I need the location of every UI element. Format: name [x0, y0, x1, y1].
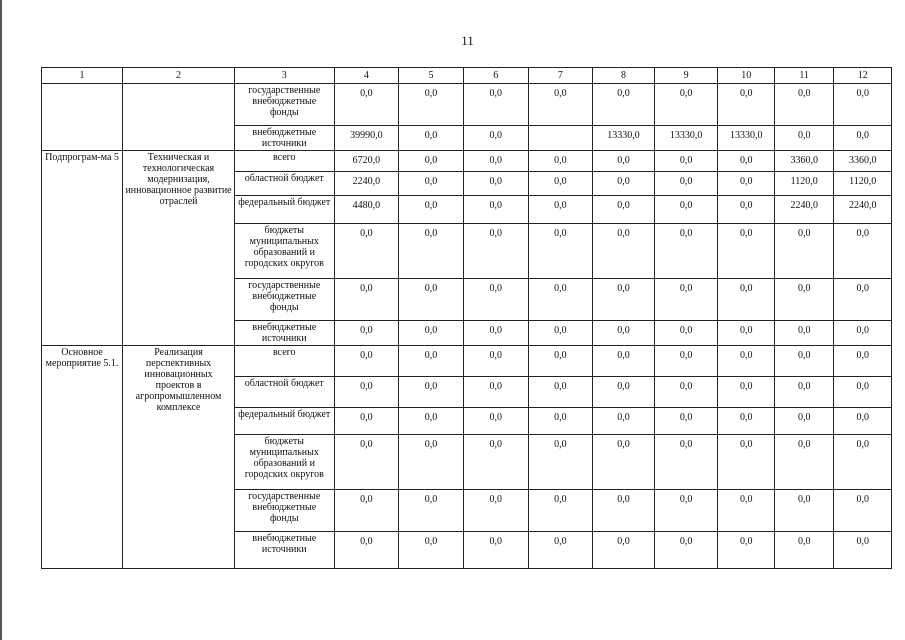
- amount-cell: 0,0: [593, 377, 655, 408]
- amount-cell: 0,0: [718, 84, 774, 126]
- budget-table: [41, 67, 892, 569]
- column-number-header: 8: [593, 68, 655, 84]
- column-number-header: 6: [463, 68, 528, 84]
- amount-cell: 0,0: [399, 279, 464, 321]
- amount-cell: 0,0: [834, 377, 892, 408]
- amount-cell: 0,0: [718, 196, 774, 224]
- program-name-cell: [42, 84, 123, 151]
- amount-cell: 0,0: [399, 84, 464, 126]
- table-row: [42, 151, 892, 172]
- amount-cell: 2240,0: [834, 196, 892, 224]
- amount-cell: 0,0: [334, 377, 399, 408]
- amount-cell: 0,0: [834, 224, 892, 279]
- amount-cell: 0,0: [399, 321, 464, 346]
- funding-source-cell: государственные внебюджетные фонды: [234, 84, 334, 126]
- funding-source-cell: бюджеты муниципальных образований и городских округов: [234, 435, 334, 490]
- amount-cell: 0,0: [463, 346, 528, 377]
- amount-cell: 0,0: [463, 196, 528, 224]
- program-name-cell: Основное мероприятие 5.1.: [42, 346, 123, 569]
- amount-cell: 0,0: [528, 408, 593, 435]
- amount-cell: 0,0: [399, 224, 464, 279]
- amount-cell: 0,0: [399, 346, 464, 377]
- amount-cell: [528, 126, 593, 151]
- amount-cell: 0,0: [334, 408, 399, 435]
- funding-source-cell: всего: [234, 151, 334, 172]
- amount-cell: 0,0: [654, 408, 718, 435]
- amount-cell: 0,0: [774, 532, 834, 569]
- amount-cell: 0,0: [654, 172, 718, 196]
- amount-cell: 0,0: [399, 532, 464, 569]
- amount-cell: 4480,0: [334, 196, 399, 224]
- amount-cell: 2240,0: [334, 172, 399, 196]
- amount-cell: 0,0: [834, 408, 892, 435]
- budget-table-body: [42, 68, 892, 569]
- amount-cell: 0,0: [399, 172, 464, 196]
- funding-source-cell: внебюджетные источники: [234, 532, 334, 569]
- amount-cell: 0,0: [654, 377, 718, 408]
- amount-cell: 0,0: [834, 279, 892, 321]
- amount-cell: 0,0: [528, 84, 593, 126]
- amount-cell: 0,0: [399, 490, 464, 532]
- column-number-header: 4: [334, 68, 399, 84]
- amount-cell: 0,0: [718, 279, 774, 321]
- amount-cell: 0,0: [463, 172, 528, 196]
- amount-cell: 0,0: [463, 126, 528, 151]
- amount-cell: 0,0: [463, 490, 528, 532]
- funding-source-cell: федеральный бюджет: [234, 408, 334, 435]
- amount-cell: 0,0: [463, 151, 528, 172]
- amount-cell: 0,0: [654, 279, 718, 321]
- amount-cell: 0,0: [528, 532, 593, 569]
- amount-cell: 0,0: [654, 532, 718, 569]
- amount-cell: 0,0: [774, 321, 834, 346]
- column-number-header: 9: [654, 68, 718, 84]
- amount-cell: 0,0: [654, 196, 718, 224]
- amount-cell: 0,0: [463, 377, 528, 408]
- amount-cell: 0,0: [834, 532, 892, 569]
- funding-source-cell: федеральный бюджет: [234, 196, 334, 224]
- amount-cell: 0,0: [593, 346, 655, 377]
- amount-cell: 0,0: [654, 84, 718, 126]
- funding-source-cell: государственные внебюджетные фонды: [234, 279, 334, 321]
- funding-source-cell: всего: [234, 346, 334, 377]
- funding-source-cell: внебюджетные источники: [234, 321, 334, 346]
- amount-cell: 13330,0: [593, 126, 655, 151]
- amount-cell: 0,0: [399, 408, 464, 435]
- amount-cell: 0,0: [834, 435, 892, 490]
- funding-source-cell: государственные внебюджетные фонды: [234, 490, 334, 532]
- program-description-cell: Реализация перспективных инновационных проектов в агропромышленном комплексе: [123, 346, 235, 569]
- amount-cell: 0,0: [463, 321, 528, 346]
- column-number-header: 1: [42, 68, 123, 84]
- funding-source-cell: областной бюджет: [234, 377, 334, 408]
- amount-cell: 0,0: [593, 408, 655, 435]
- amount-cell: 0,0: [593, 532, 655, 569]
- amount-cell: 0,0: [528, 321, 593, 346]
- column-number-header: 10: [718, 68, 774, 84]
- amount-cell: 6720,0: [334, 151, 399, 172]
- amount-cell: 0,0: [834, 346, 892, 377]
- table-row: [42, 84, 892, 126]
- amount-cell: 2240,0: [774, 196, 834, 224]
- amount-cell: 0,0: [593, 490, 655, 532]
- amount-cell: 0,0: [654, 490, 718, 532]
- amount-cell: 13330,0: [718, 126, 774, 151]
- program-description-cell: Техническая и технологическая модернизация, инновационное развитие отраслей: [123, 151, 235, 346]
- amount-cell: 0,0: [718, 321, 774, 346]
- amount-cell: 3360,0: [834, 151, 892, 172]
- amount-cell: 0,0: [528, 435, 593, 490]
- amount-cell: 0,0: [774, 279, 834, 321]
- amount-cell: 0,0: [654, 151, 718, 172]
- column-number-header: 7: [528, 68, 593, 84]
- amount-cell: 0,0: [463, 224, 528, 279]
- amount-cell: 0,0: [399, 126, 464, 151]
- amount-cell: 0,0: [718, 377, 774, 408]
- amount-cell: 0,0: [593, 84, 655, 126]
- amount-cell: 0,0: [834, 126, 892, 151]
- amount-cell: 0,0: [463, 84, 528, 126]
- amount-cell: 0,0: [399, 435, 464, 490]
- amount-cell: 0,0: [593, 224, 655, 279]
- column-number-header: 12: [834, 68, 892, 84]
- amount-cell: 0,0: [774, 84, 834, 126]
- amount-cell: 0,0: [463, 279, 528, 321]
- amount-cell: 0,0: [334, 84, 399, 126]
- program-description-cell: [123, 84, 235, 151]
- amount-cell: 0,0: [718, 532, 774, 569]
- amount-cell: 0,0: [528, 346, 593, 377]
- amount-cell: 0,0: [774, 224, 834, 279]
- amount-cell: 0,0: [399, 151, 464, 172]
- amount-cell: 0,0: [528, 172, 593, 196]
- amount-cell: 0,0: [718, 408, 774, 435]
- amount-cell: 0,0: [774, 408, 834, 435]
- amount-cell: 0,0: [834, 84, 892, 126]
- scan-edge-line: [0, 0, 2, 640]
- amount-cell: 0,0: [334, 321, 399, 346]
- amount-cell: 1120,0: [834, 172, 892, 196]
- table-row: [42, 346, 892, 377]
- funding-source-cell: областной бюджет: [234, 172, 334, 196]
- page-number: 11: [461, 33, 474, 48]
- amount-cell: 0,0: [528, 224, 593, 279]
- amount-cell: 0,0: [593, 196, 655, 224]
- table-header-row: [42, 68, 892, 84]
- amount-cell: 0,0: [334, 279, 399, 321]
- amount-cell: 0,0: [593, 151, 655, 172]
- amount-cell: 0,0: [718, 151, 774, 172]
- amount-cell: 0,0: [528, 490, 593, 532]
- amount-cell: 0,0: [593, 321, 655, 346]
- amount-cell: 0,0: [718, 224, 774, 279]
- amount-cell: 0,0: [334, 224, 399, 279]
- amount-cell: 0,0: [718, 435, 774, 490]
- amount-cell: 0,0: [334, 490, 399, 532]
- amount-cell: 0,0: [774, 346, 834, 377]
- column-number-header: 11: [774, 68, 834, 84]
- amount-cell: 0,0: [774, 490, 834, 532]
- amount-cell: 0,0: [528, 279, 593, 321]
- amount-cell: 0,0: [528, 151, 593, 172]
- amount-cell: 0,0: [399, 196, 464, 224]
- amount-cell: 0,0: [399, 377, 464, 408]
- amount-cell: 0,0: [593, 435, 655, 490]
- amount-cell: 0,0: [334, 532, 399, 569]
- amount-cell: 0,0: [463, 435, 528, 490]
- column-number-header: 3: [234, 68, 334, 84]
- amount-cell: 0,0: [774, 435, 834, 490]
- amount-cell: 0,0: [718, 172, 774, 196]
- amount-cell: 0,0: [334, 435, 399, 490]
- amount-cell: 0,0: [718, 346, 774, 377]
- amount-cell: 0,0: [463, 408, 528, 435]
- amount-cell: 39990,0: [334, 126, 399, 151]
- amount-cell: 0,0: [528, 196, 593, 224]
- column-number-header: 5: [399, 68, 464, 84]
- amount-cell: 0,0: [654, 346, 718, 377]
- amount-cell: 1120,0: [774, 172, 834, 196]
- amount-cell: 0,0: [654, 435, 718, 490]
- program-name-cell: Подпрограм-ма 5: [42, 151, 123, 346]
- amount-cell: 0,0: [718, 490, 774, 532]
- amount-cell: 0,0: [334, 346, 399, 377]
- column-number-header: 2: [123, 68, 235, 84]
- amount-cell: 0,0: [834, 490, 892, 532]
- amount-cell: 0,0: [774, 377, 834, 408]
- amount-cell: 0,0: [463, 532, 528, 569]
- funding-source-cell: внебюджетные источники: [234, 126, 334, 151]
- amount-cell: 0,0: [654, 224, 718, 279]
- amount-cell: 13330,0: [654, 126, 718, 151]
- amount-cell: 0,0: [834, 321, 892, 346]
- amount-cell: 0,0: [593, 172, 655, 196]
- amount-cell: 0,0: [528, 377, 593, 408]
- amount-cell: 3360,0: [774, 151, 834, 172]
- amount-cell: 0,0: [654, 321, 718, 346]
- amount-cell: 0,0: [593, 279, 655, 321]
- funding-source-cell: бюджеты муниципальных образований и городских округов: [234, 224, 334, 279]
- amount-cell: 0,0: [774, 126, 834, 151]
